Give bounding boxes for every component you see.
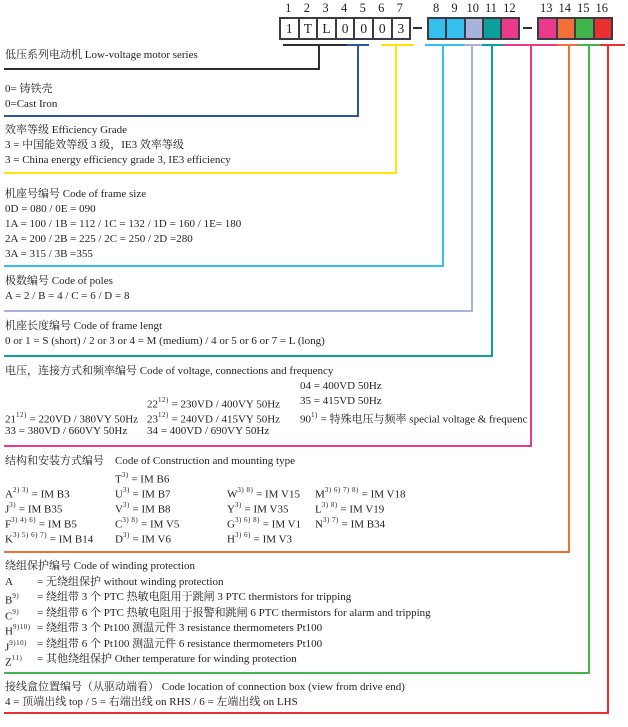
section-winding-protection-text: $Z^{11)}$ [5,654,23,669]
connector-vertical-frame-length [491,44,493,357]
section-underline-efficiency [4,172,397,174]
code-box-15 [574,17,595,40]
code-box-6: 0 [372,17,393,40]
section-efficiency-text: 3 = China energy efficiency grade 3, IE3 efficiency [5,154,231,166]
code-box-10 [464,17,484,40]
position-number-2: 2 [303,1,311,15]
section-winding-protection-text: $B^{9)}$ [5,592,20,607]
connector-vertical-connection-box [607,44,609,714]
section-underline-voltage [4,445,532,447]
section-mounting-text: $D^{3)}$ = IM V6 [115,531,171,546]
section-frame-size-text: 0D = 080 / 0E = 090 [5,203,96,215]
code-box-1: 1 [279,17,300,40]
connector-stub-frame-size [425,44,464,46]
connector-stub-series [283,44,348,46]
section-mounting-text: $N^{3) 7)}$ = IM B34 [315,516,386,531]
section-voltage-text: 33 = 380VD / 660VY 50Hz [5,425,128,437]
section-voltage-text: $21^{12)} = 220VD / 380VY$ 50Hz [5,411,139,426]
section-mounting-text: $K^{3) 5) 6) 7)}$ = IM B14 [5,531,94,546]
section-winding-protection-text: 绕组保护编号 Code of winding protection [5,560,196,572]
position-number-7: 7 [396,1,404,15]
position-number-6: 6 [378,1,385,15]
position-number-11: 11 [485,1,498,15]
code-box-7: 3 [391,17,412,40]
connector-stub-connection-box [600,44,625,46]
position-number-9: 9 [451,1,458,15]
section-underline-frame-size [4,265,444,267]
section-mounting-text: $Y^{3)}$ = IM V35 [227,501,289,516]
section-efficiency-text: 效率等级 Efficiency Grade [5,124,127,136]
connector-vertical-mounting [568,44,570,553]
code-box-16 [593,17,614,40]
section-mounting-text: 结构和安装方式编号 [5,455,104,467]
section-winding-protection-text: = 绕组带 6 个 PTC 热敏电阻用于报警和跳闸 6 PTC thermistors for alarm and tripping [37,607,431,619]
code-box-13 [537,17,558,40]
section-voltage-text: 04 = 400VD 50Hz [300,380,382,392]
section-frame-size-text: 3A = 315 / 3B =355 [5,248,93,260]
section-winding-protection-text: = 其他绕组保护 Other temperature for winding protection [37,653,297,665]
section-frame-length-text: 机座长度编号 Code of frame lengt [5,320,163,332]
section-winding-protection-text: = 绕组带 3 个 PTC 热敏电阻用于跳闸 3 PTC thermistors for tripping [37,591,352,603]
section-mounting-text: $H^{3) 6)}$ = IM V3 [227,531,293,546]
dash-separator-2 [523,27,532,29]
section-series-text: 低压系列电动机 Low-voltage motor series [5,49,198,61]
connector-vertical-frame-size [442,44,444,267]
position-number-1: 1 [285,1,292,15]
section-frame-size-text: 1A = 100 / 1B = 112 / 1C = 132 / 1D = 160 / 1E= 180 [5,218,242,230]
position-number-13: 13 [540,1,553,15]
section-poles-text: A = 2 / B = 4 / C = 6 / D = 8 [5,290,130,302]
section-voltage-text: $22^{12)} = 230VD / 400VY$ 50Hz [147,396,281,411]
section-casing-text: 0=Cast Iron [5,98,58,110]
connector-vertical-series [318,44,320,70]
section-frame-size-text: 机座号编号 Code of frame size [5,188,147,200]
section-frame-size-text: 2A = 200 / 2B = 225 / 2C = 250 / 2D =280 [5,233,193,245]
section-voltage-text: 电压，连接方式和频率编号 Code of voltage, connections and frequency [5,365,334,377]
position-number-15: 15 [577,1,590,15]
position-number-16: 16 [595,1,608,15]
section-winding-protection-text: $H^{9)10)}$ [5,623,31,638]
code-box-2: T [298,17,319,40]
section-winding-protection-text: $J^{9)10)}$ [5,639,27,654]
section-mounting-text: $U^{3)}$ = IM B7 [115,486,171,501]
section-connection-box-text: 接线盒位置编号（从驱动端看） Code location of connection box (view from drive end) [5,681,405,693]
connector-vertical-voltage [530,44,532,447]
section-voltage-text: $90^{1)}$ = 特殊电压与频率 special voltage & frequenc [300,411,528,426]
code-box-5: 0 [353,17,374,40]
section-underline-mounting [4,551,570,553]
section-mounting-text: $F^{3) 4) 6)}$ = IM B5 [5,516,77,531]
code-box-12 [500,17,520,40]
section-voltage-text: 34 = 400VD / 690VY 50Hz [147,425,270,437]
section-underline-connection-box [4,712,609,714]
section-casing-text: 0= 铸铁壳 [5,83,53,95]
position-number-5: 5 [359,1,366,15]
connector-vertical-casing [357,44,359,117]
connector-stub-poles [464,44,482,46]
section-underline-poles [4,310,473,312]
code-box-9 [445,17,465,40]
section-mounting-text: $V^{3)}$ = IM B8 [115,501,171,516]
section-mounting-text: Code of Construction and mounting type [115,455,295,467]
position-number-8: 8 [433,1,440,15]
position-number-4: 4 [340,1,348,15]
position-number-3: 3 [322,1,329,15]
section-underline-series [4,68,320,70]
section-underline-frame-length [4,355,493,357]
section-mounting-text: $M^{3) 6) 7) 8)}$ = IM V18 [315,486,406,501]
section-winding-protection-text: A [5,576,13,588]
section-winding-protection-text: = 绕组带 3 个 Pt100 测温元件 3 resistance thermometers Pt100 [37,622,323,634]
section-mounting-text: $L^{3) 8)}$ = IM V19 [315,501,385,516]
code-box-11 [482,17,502,40]
section-winding-protection-text: = 绕组带 6 个 Pt100 测温元件 6 resistance thermometers Pt100 [37,638,323,650]
section-connection-box-text: 4 = 顶端出线 top / 5 = 右端出线 on RHS / 6 = 左端出线 on LHS [5,696,298,708]
section-mounting-text: $J^{3)}$ = IM B35 [5,501,63,516]
position-number-12: 12 [503,1,516,15]
section-poles-text: 极数编号 Code of poles [5,275,113,287]
connector-vertical-winding-protection [588,44,590,674]
section-mounting-text: $T^{3)}$ = IM B6 [115,471,170,486]
code-box-14 [556,17,577,40]
position-number-10: 10 [466,1,479,15]
section-underline-casing [4,115,359,117]
section-mounting-text: $A^{2) 3)}$ = IM B3 [5,486,70,501]
section-voltage-text: 35 = 415VD 50Hz [300,395,382,407]
section-mounting-text: $C^{3) 8)}$ = IM V5 [115,516,180,531]
section-mounting-text: $G^{3) 6) 8)}$ = IM V1 [227,516,302,531]
connector-vertical-efficiency [395,44,397,174]
dash-separator-1 [413,27,422,29]
section-efficiency-text: 3 = 中国能效等级 3 级，IE3 效率等级 [5,139,184,151]
code-box-4: 0 [335,17,356,40]
section-underline-winding-protection [4,672,590,674]
code-box-8 [427,17,447,40]
connector-vertical-poles [471,44,473,312]
section-mounting-text: $W^{3) 8)}$ = IM V15 [227,486,300,501]
section-voltage-text: $23^{12)} = 240VD / 415VY$ 50Hz [147,411,281,426]
code-box-3: L [316,17,337,40]
position-number-14: 14 [558,1,571,15]
connector-stub-efficiency [381,44,414,46]
section-winding-protection-text: = 无绕组保护 without winding protection [37,576,224,588]
section-frame-length-text: 0 or 1 = S (short) / 2 or 3 or 4 = M (medium) / 4 or 5 or 6 or 7 = L (long) [5,335,325,347]
section-winding-protection-text: $C^{9)}$ [5,608,20,623]
